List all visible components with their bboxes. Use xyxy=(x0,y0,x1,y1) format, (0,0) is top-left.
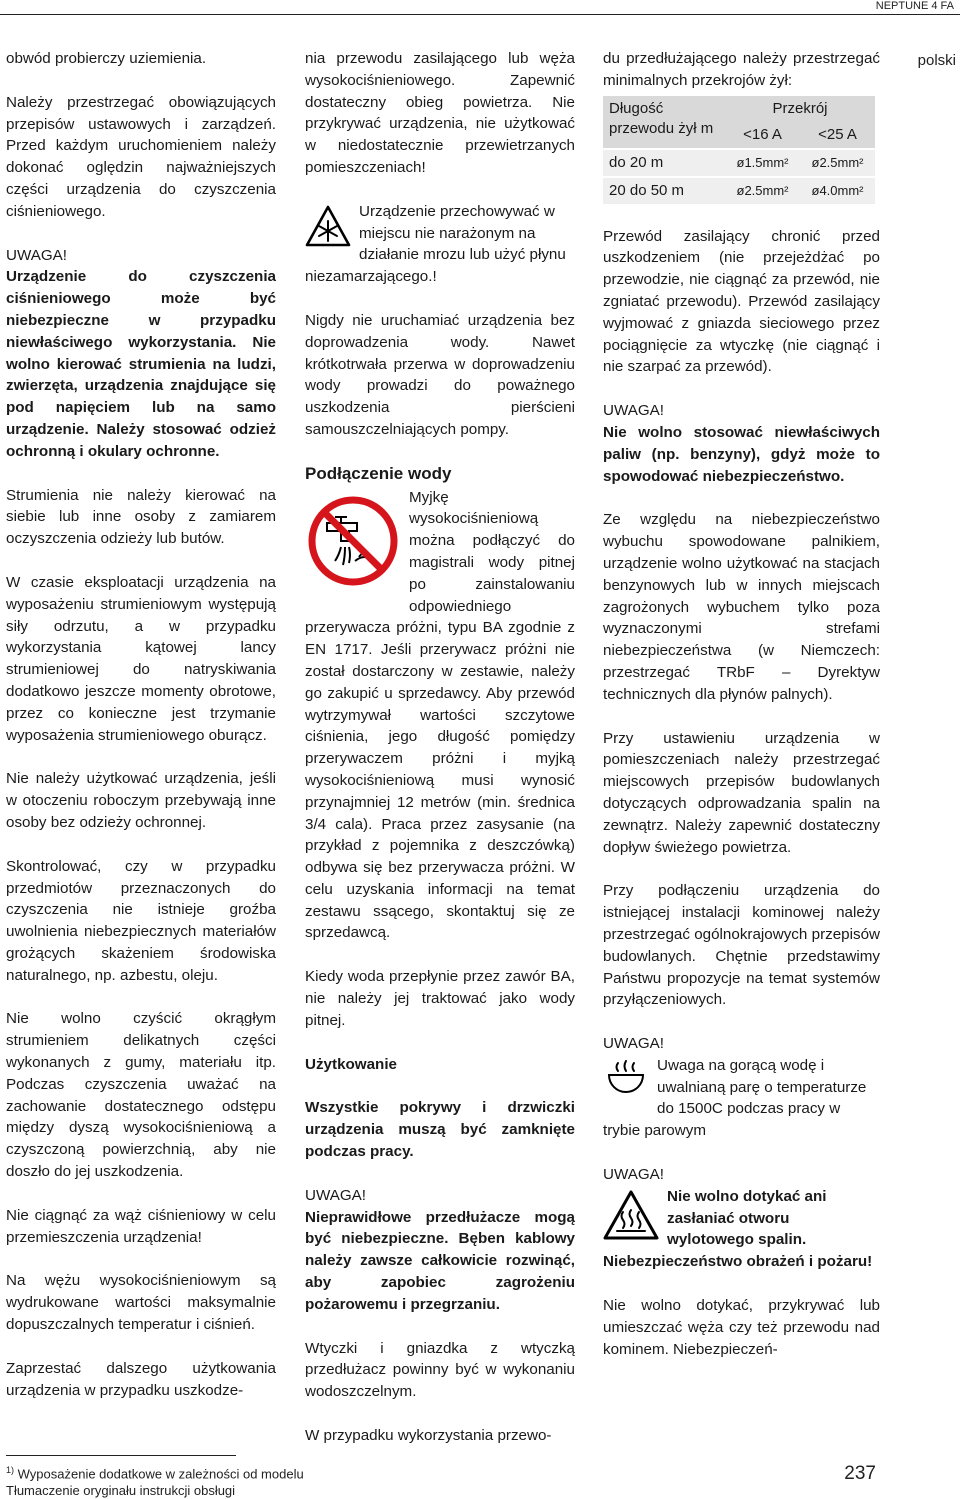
paragraph: Ze względu na niebezpieczeństwo wybuchu spowodowane palnikiem, urządzenie wolno użytkować na stacjach benzynowych lub w innych miejscach zagrożonych wybuchem tylko poza wyznaczonymi strefami niebezpieczeństwa (w Niemczech: przestrzegać TRbF – Dyrektyw technicznych dla płynów palnych). xyxy=(603,511,880,703)
warning-title: UWAGA! xyxy=(603,1166,665,1184)
water-text-block xyxy=(305,487,575,945)
use-heading: Użytkowanie xyxy=(305,1055,397,1073)
column-2 xyxy=(305,48,575,1469)
page-number: 237 xyxy=(844,1463,876,1484)
exhaust-warning xyxy=(603,1186,880,1273)
no-drinking-water-icon xyxy=(305,495,401,594)
paragraph: Nie należy użytkować urządzenia, jeśli w otoczeniu roboczym przebywają inne osoby bez odzieży ochronnej. xyxy=(6,770,276,831)
table-row xyxy=(603,149,875,177)
paragraph: Nigdy nie uruchamiać urządzenia bez doprowadzenia wody. Nawet krótkotrwała przerwa w doprowadzeniu wody prowadzi do poważnego uszkodzenia pierścieni samouszczelniających pompy. xyxy=(305,311,575,438)
warning-title: UWAGA! xyxy=(603,402,665,420)
footnote-text: Wyposażenie dodatkowe w zależności od modelu xyxy=(17,1466,304,1482)
paragraph: Nie wolno dotykać, przykrywać lub umieszczać węża czy też przewodu nad kominem. Niebezpieczeń- xyxy=(603,1297,880,1358)
paragraph: Przewód zasilający chronić przed uszkodzeniem (nie przejeżdżać po przewodzie, nie ciągnąć za przewód, nie zgniatać przewodu). Przewód zasilający wyjmować z gniazda sieciowego przez pociągnięcie za wtyczkę (nie ciągnąć i nie szarpać za przewód). xyxy=(603,227,880,376)
table-header-row xyxy=(603,96,875,122)
paragraph: Kiedy woda przepłynie przez zawór BA, nie należy jej traktować jako wody pitnej. xyxy=(305,968,575,1029)
cross-section-cell: ø2.5mm² xyxy=(800,149,875,177)
language-label: polski xyxy=(917,52,956,69)
footnote xyxy=(6,1465,304,1481)
length-cell: do 20 m xyxy=(603,149,725,177)
column-3 xyxy=(603,48,880,1382)
hot-water-warning-text: Uwaga na gorącą wodę i uwalnianą parę o temperaturze do 1500C podczas pracy w trybie parowym xyxy=(603,1056,867,1140)
paragraph: Należy przestrzegać obowiązujących przepisów ustawowych i zarządzeń. Przed każdym uruchomieniem należy dokonać oględzin najważniejszych części urządzenia do czyszczenia ciśnieniowego. xyxy=(6,93,276,220)
frost-warning xyxy=(305,201,575,288)
paragraph: Na wężu wysokociśnieniowym są wydrukowane wartości maksymalnie dopuszczalnych temperatur i ciśnień. xyxy=(6,1272,276,1334)
frost-warning-icon xyxy=(305,205,351,254)
paragraph: W przypadku wykorzystania przewo- xyxy=(305,1427,552,1445)
footnote-divider xyxy=(6,1455,236,1456)
cable-table xyxy=(603,96,875,204)
paragraph: Wtyczki i gniazdka z wtyczką przedłużacz powinny być w wykonaniu wodoszczelnym. xyxy=(305,1339,575,1401)
cross-section-cell: ø4.0mm² xyxy=(800,177,875,204)
paragraph: Nie ciągnąć za wąż ciśnieniowy w celu przemieszczenia urządzenia! xyxy=(6,1206,276,1246)
water-heading: Podłączenie wody xyxy=(305,463,452,483)
cross-section-cell: ø1.5mm² xyxy=(725,149,800,177)
warning-text: Nie wolno stosować niewłaściwych paliw (np. benzyny), gdyż może to spowodować niebezpieczeństwo. xyxy=(603,423,880,485)
translation-note: Tłumaczenie oryginału instrukcji obsługi xyxy=(6,1483,236,1498)
hot-surface-icon xyxy=(603,1190,659,1247)
column-1 xyxy=(6,48,276,1423)
paragraph: nia przewodu zasilającego lub węża wysokociśnieniowego. Zapewnić dostateczny obieg powietrza. Nie przykrywać urządzenia, nie użytkować w niedostatecznie przewietrzanych pomieszczeniach! xyxy=(305,50,575,176)
warning-title: UWAGA! xyxy=(6,246,68,264)
water-text: Myjkę wysokociśnieniową można podłączyć do magistrali wody pitnej po zainstalowaniu odpowiedniego przerywacza próżni, typu BA zgodnie z EN 1717. Jeśli przerywacz próżni nie został dostarczony w zestawie, należy go zakupić u sprzedawcy. Aby przewód wytrzymywał wartości szczytowe ciśnienia, jego długość pomiędzy przerywaczem próżni i myjką wysokociśnieniową musi wynosić przynajmniej 12 metrów (min. średnica 3/4 cala). Praca przez zasysanie (na przykład z pojemnika z deszczówką) odbywa się bez przerywacza próżni. W celu uzyskania informacji na temat zestawu ssącego, skontaktuj się ze sprzedawcą. xyxy=(305,488,575,942)
warning-title: UWAGA! xyxy=(305,1186,367,1204)
warning-text: Urządzenie do czyszczenia ciśnieniowego może być niebezpieczne w przypadku niewłaściwego wykorzystania. Nie wolno kierować strumienia na ludzi, zwierzęta, urządzenia znajdujące się pod napięciem lub na samo urządzenie. Należy stosować odzież ochronną i okulary ochronne. xyxy=(6,268,276,460)
page-header xyxy=(0,0,960,15)
paragraph: obwód probierczy uziemienia. xyxy=(6,50,207,67)
paragraph: Przy ustawieniu urządzenia w pomieszczeniach należy przestrzegać miejscowych przepisów budowlanych dotyczących odprowadzania spalin na zewnątrz. Należy zapewnić dostateczny dopływ świeżego powietrza. xyxy=(603,729,880,856)
exhaust-warning-text: Nie wolno dotykać ani zasłaniać otworu wylotowego spalin. Niebezpieczeństwo obrażeń i pożaru! xyxy=(603,1187,873,1271)
warning-text: Nieprawidłowe przedłużacze mogą być niebezpieczne. Bęben kablowy należy zawsze całkowicie rozwinąć, aby zapobiec zagrożeniu pożarowemu i przegrzaniu. xyxy=(305,1208,575,1313)
frost-warning-text: Urządzenie przechowywać w miejscu nie narażonym na działanie mrozu lub użyć płynu niezamarzającego.! xyxy=(305,202,566,286)
model-label: NEPTUNE 4 FA xyxy=(875,0,954,12)
paragraph: Skontrolować, czy w przypadku przedmiotów przeznaczonych do czyszczenia nie istnieje groźba uwolnienia niebezpiecznych materiałów grożących skażeniem środowiska naturalnego, np. azbestu, oleju. xyxy=(6,857,276,984)
length-cell: 20 do 50 m xyxy=(603,177,725,204)
use-warning: Wszystkie pokrywy i drzwiczki urządzenia muszą być zamknięte podczas pracy. xyxy=(305,1099,575,1161)
warning-title: UWAGA! xyxy=(603,1035,665,1053)
amp-25-header: <25 A xyxy=(800,122,875,149)
cross-section-header: Przekrój xyxy=(725,96,875,122)
paragraph: du przedłużającego należy przestrzegać minimalnych przekrojów żył: xyxy=(603,50,880,89)
table-row xyxy=(603,177,875,204)
paragraph: Zaprzestać dalszego użytkowania urządzenia w przypadku uszkodze- xyxy=(6,1359,276,1399)
amp-16-header: <16 A xyxy=(725,122,800,149)
paragraph: Nie wolno czyścić okrągłym strumieniem delikatnych części wykonanych z gumy, materiału itp. Podczas czyszczenia uważać na zachowanie dostatecznego odstępu między dyszą wysokociśnieniową a czyszczoną powierzchnią, aby nie doszło do jej uszkodzenia. xyxy=(6,1010,276,1181)
hot-water-warning xyxy=(603,1055,880,1142)
cross-section-cell: ø2.5mm² xyxy=(725,177,800,204)
paragraph: Strumienia nie należy kierować na siebie lub inne osoby z zamiarem oczyszczenia odzieży lub butów. xyxy=(6,486,276,548)
hot-steam-icon xyxy=(603,1059,649,1110)
length-header: Długość przewodu żył m xyxy=(603,96,725,149)
paragraph: Przy podłączeniu urządzenia do istniejącej instalacji kominowej należy przestrzegać ogólnokrajowych przepisów budowlanych. Chętnie przedstawimy Państwu propozycje na temat systemów przyłączeniowych. xyxy=(603,882,880,1009)
footnote-mark: 1) xyxy=(6,1465,15,1475)
paragraph: W czasie eksploatacji urządzenia na wyposażeniu strumieniowym występują siły odrzutu, a w przypadku wykorzystania kątowej lancy strumieniowej do natryskiwania dodatkowo jeszcze momenty obrotowe, przez co konieczne jest trzymanie wyposażenia strumieniowego oburącz. xyxy=(6,573,276,744)
